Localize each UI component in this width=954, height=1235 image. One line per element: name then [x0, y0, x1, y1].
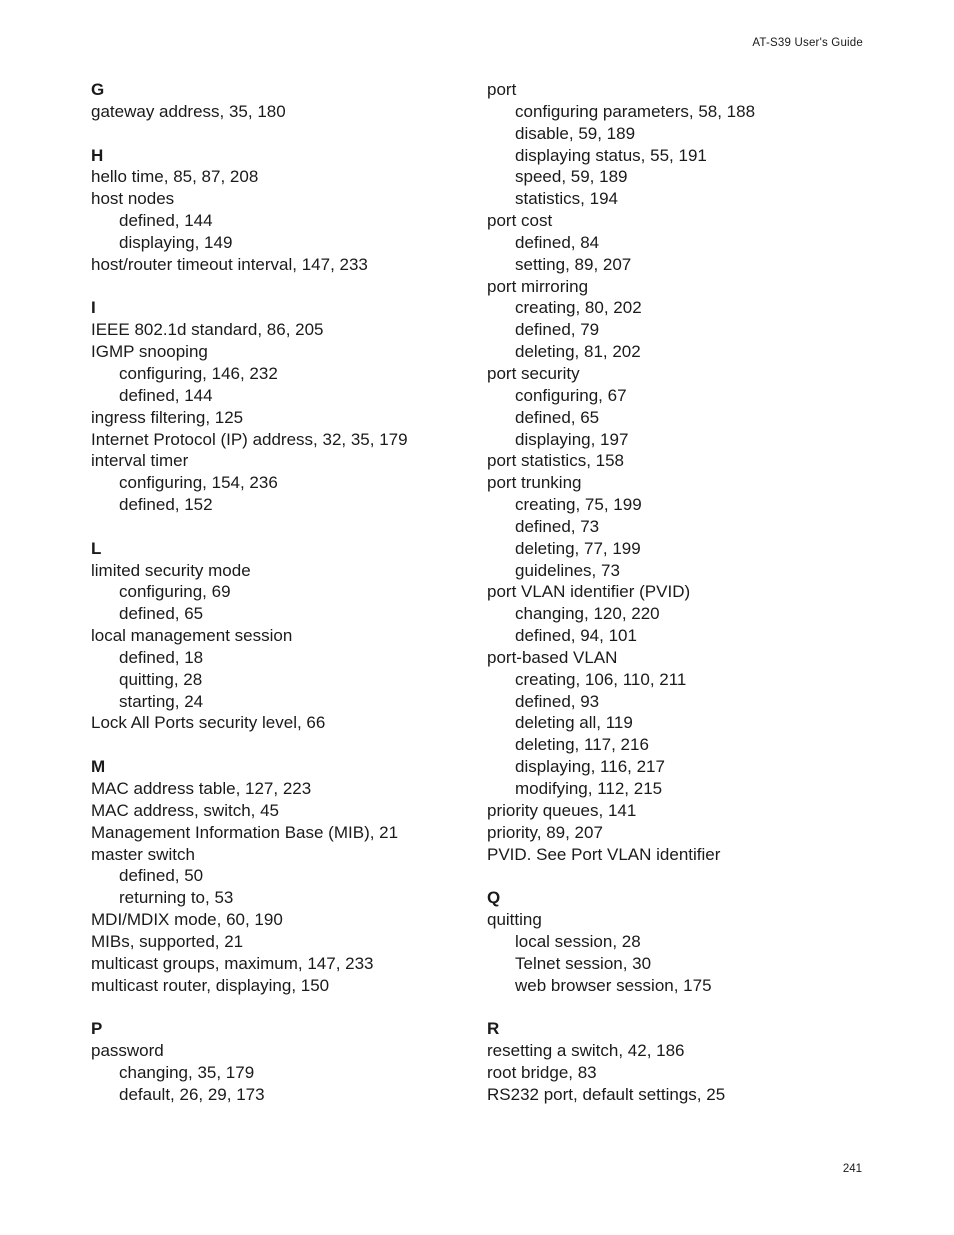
index-entry: root bridge, 83: [487, 1062, 597, 1082]
index-entry: IGMP snooping: [91, 342, 208, 362]
index-subentry: displaying status, 55, 191: [515, 145, 707, 165]
index-entry: multicast router, displaying, 150: [91, 975, 330, 995]
index-subentry: configuring, 146, 232: [119, 363, 278, 383]
index-entry: gateway address, 35, 180: [91, 101, 286, 121]
index-entry: port cost: [487, 211, 553, 231]
index-subentry: quitting, 28: [119, 669, 203, 689]
index-entry: port-based VLAN: [487, 647, 618, 667]
index-subentry: disable, 59, 189: [515, 123, 636, 143]
index-entry: resetting a switch, 42, 186: [487, 1041, 685, 1061]
index-spacer: [487, 865, 867, 887]
index-entry: password: [91, 1041, 164, 1061]
index-subentry: defined, 50: [119, 866, 204, 886]
index-letter-heading: I: [91, 298, 96, 318]
index-spacer: [91, 734, 471, 756]
index-subentry: deleting, 77, 199: [515, 538, 641, 558]
index-letter-heading: R: [487, 1019, 500, 1039]
index-spacer: [91, 516, 471, 538]
index-subentry: deleting, 117, 216: [515, 735, 649, 755]
index-subentry: creating, 106, 110, 211: [515, 669, 687, 689]
index-subentry: web browser session, 175: [515, 975, 712, 995]
index-spacer: [91, 123, 471, 145]
index-entry: ingress filtering, 125: [91, 407, 244, 427]
index-spacer: [487, 996, 867, 1018]
index-entry: host nodes: [91, 189, 175, 209]
index-letter-heading: H: [91, 145, 104, 165]
index-subentry: creating, 75, 199: [515, 495, 642, 515]
index-entry: multicast groups, maximum, 147, 233: [91, 953, 374, 973]
index-subentry: statistics, 194: [515, 189, 618, 209]
index-subentry: setting, 89, 207: [515, 254, 632, 274]
index-column-left: [91, 79, 471, 1106]
index-subentry: configuring, 67: [515, 385, 627, 405]
index-entry: MAC address, switch, 45: [91, 800, 280, 820]
index-entry: RS232 port, default settings, 25: [487, 1084, 726, 1104]
index-entry: Lock All Ports security level, 66: [91, 713, 326, 733]
index-spacer: [91, 996, 471, 1018]
running-header-title: AT-S39 User's Guide: [752, 37, 863, 49]
index-subentry: configuring, 154, 236: [119, 473, 278, 493]
index-subentry: defined, 65: [515, 407, 600, 427]
index-entry: port trunking: [487, 473, 582, 493]
index-subentry: displaying, 116, 217: [515, 757, 665, 777]
index-subentry: local session, 28: [515, 931, 641, 951]
index-subentry: defined, 84: [515, 232, 600, 252]
index-entry: port mirroring: [487, 276, 589, 296]
index-subentry: returning to, 53: [119, 888, 234, 908]
index-entry: priority queues, 141: [487, 800, 637, 820]
index-subentry: defined, 94, 101: [515, 626, 637, 646]
index-entry: PVID. See Port VLAN identifier: [487, 844, 721, 864]
index-entry: port: [487, 80, 517, 99]
index-entry: hello time, 85, 87, 208: [91, 167, 259, 187]
index-letter-heading: P: [91, 1019, 103, 1039]
index-subentry: speed, 59, 189: [515, 167, 628, 187]
index-entry: MIBs, supported, 21: [91, 931, 244, 951]
index-subentry: deleting all, 119: [515, 713, 633, 733]
index-subentry: defined, 65: [119, 604, 204, 624]
index-entry: MAC address table, 127, 223: [91, 779, 312, 798]
index-subentry: defined, 79: [515, 320, 600, 340]
index-subentry: defined, 93: [515, 691, 600, 711]
index-entry: port VLAN identifier (PVID): [487, 582, 691, 602]
page-number: 241: [842, 1163, 862, 1175]
index-letter-heading: Q: [487, 888, 501, 908]
index-subentry: defined, 73: [515, 516, 600, 536]
index-subentry: configuring, 69: [119, 582, 231, 602]
index-subentry: changing, 120, 220: [515, 604, 660, 624]
index-subentry: modifying, 112, 215: [515, 779, 663, 798]
index-subentry: Telnet session, 30: [515, 953, 652, 973]
index-entry: MDI/MDIX mode, 60, 190: [91, 910, 283, 930]
index-subentry: default, 26, 29, 173: [119, 1084, 265, 1104]
index-column-right: [487, 79, 867, 1106]
index-subentry: guidelines, 73: [515, 560, 620, 580]
index-subentry: displaying, 197: [515, 429, 629, 449]
index-letter-heading: M: [91, 757, 106, 777]
index-subentry: starting, 24: [119, 691, 204, 711]
index-entry: quitting: [487, 910, 542, 930]
index-subentry: defined, 18: [119, 647, 204, 667]
index-letter-heading: G: [91, 80, 105, 99]
index-entry: IEEE 802.1d standard, 86, 205: [91, 320, 324, 340]
index-entry: master switch: [91, 844, 195, 864]
index-subentry: creating, 80, 202: [515, 298, 642, 318]
index-entry: Internet Protocol (IP) address, 32, 35, 179: [91, 429, 408, 449]
index-entry: interval timer: [91, 451, 189, 471]
index-entry: priority, 89, 207: [487, 822, 603, 842]
index-entry: host/router timeout interval, 147, 233: [91, 254, 368, 274]
index-subentry: defined, 144: [119, 385, 213, 405]
index-subentry: configuring parameters, 58, 188: [515, 101, 756, 121]
index-entry: local management session: [91, 626, 293, 646]
index-subentry: deleting, 81, 202: [515, 342, 641, 362]
index-letter-heading: L: [91, 538, 102, 558]
index-subentry: defined, 152: [119, 495, 213, 515]
index-subentry: defined, 144: [119, 211, 213, 231]
index-subentry: changing, 35, 179: [119, 1062, 255, 1082]
index-entry: port security: [487, 363, 580, 383]
index-entry: Management Information Base (MIB), 21: [91, 822, 399, 842]
index-entry: port statistics, 158: [487, 451, 625, 471]
index-entry: limited security mode: [91, 560, 251, 580]
index-subentry: displaying, 149: [119, 232, 233, 252]
index-spacer: [91, 276, 471, 298]
